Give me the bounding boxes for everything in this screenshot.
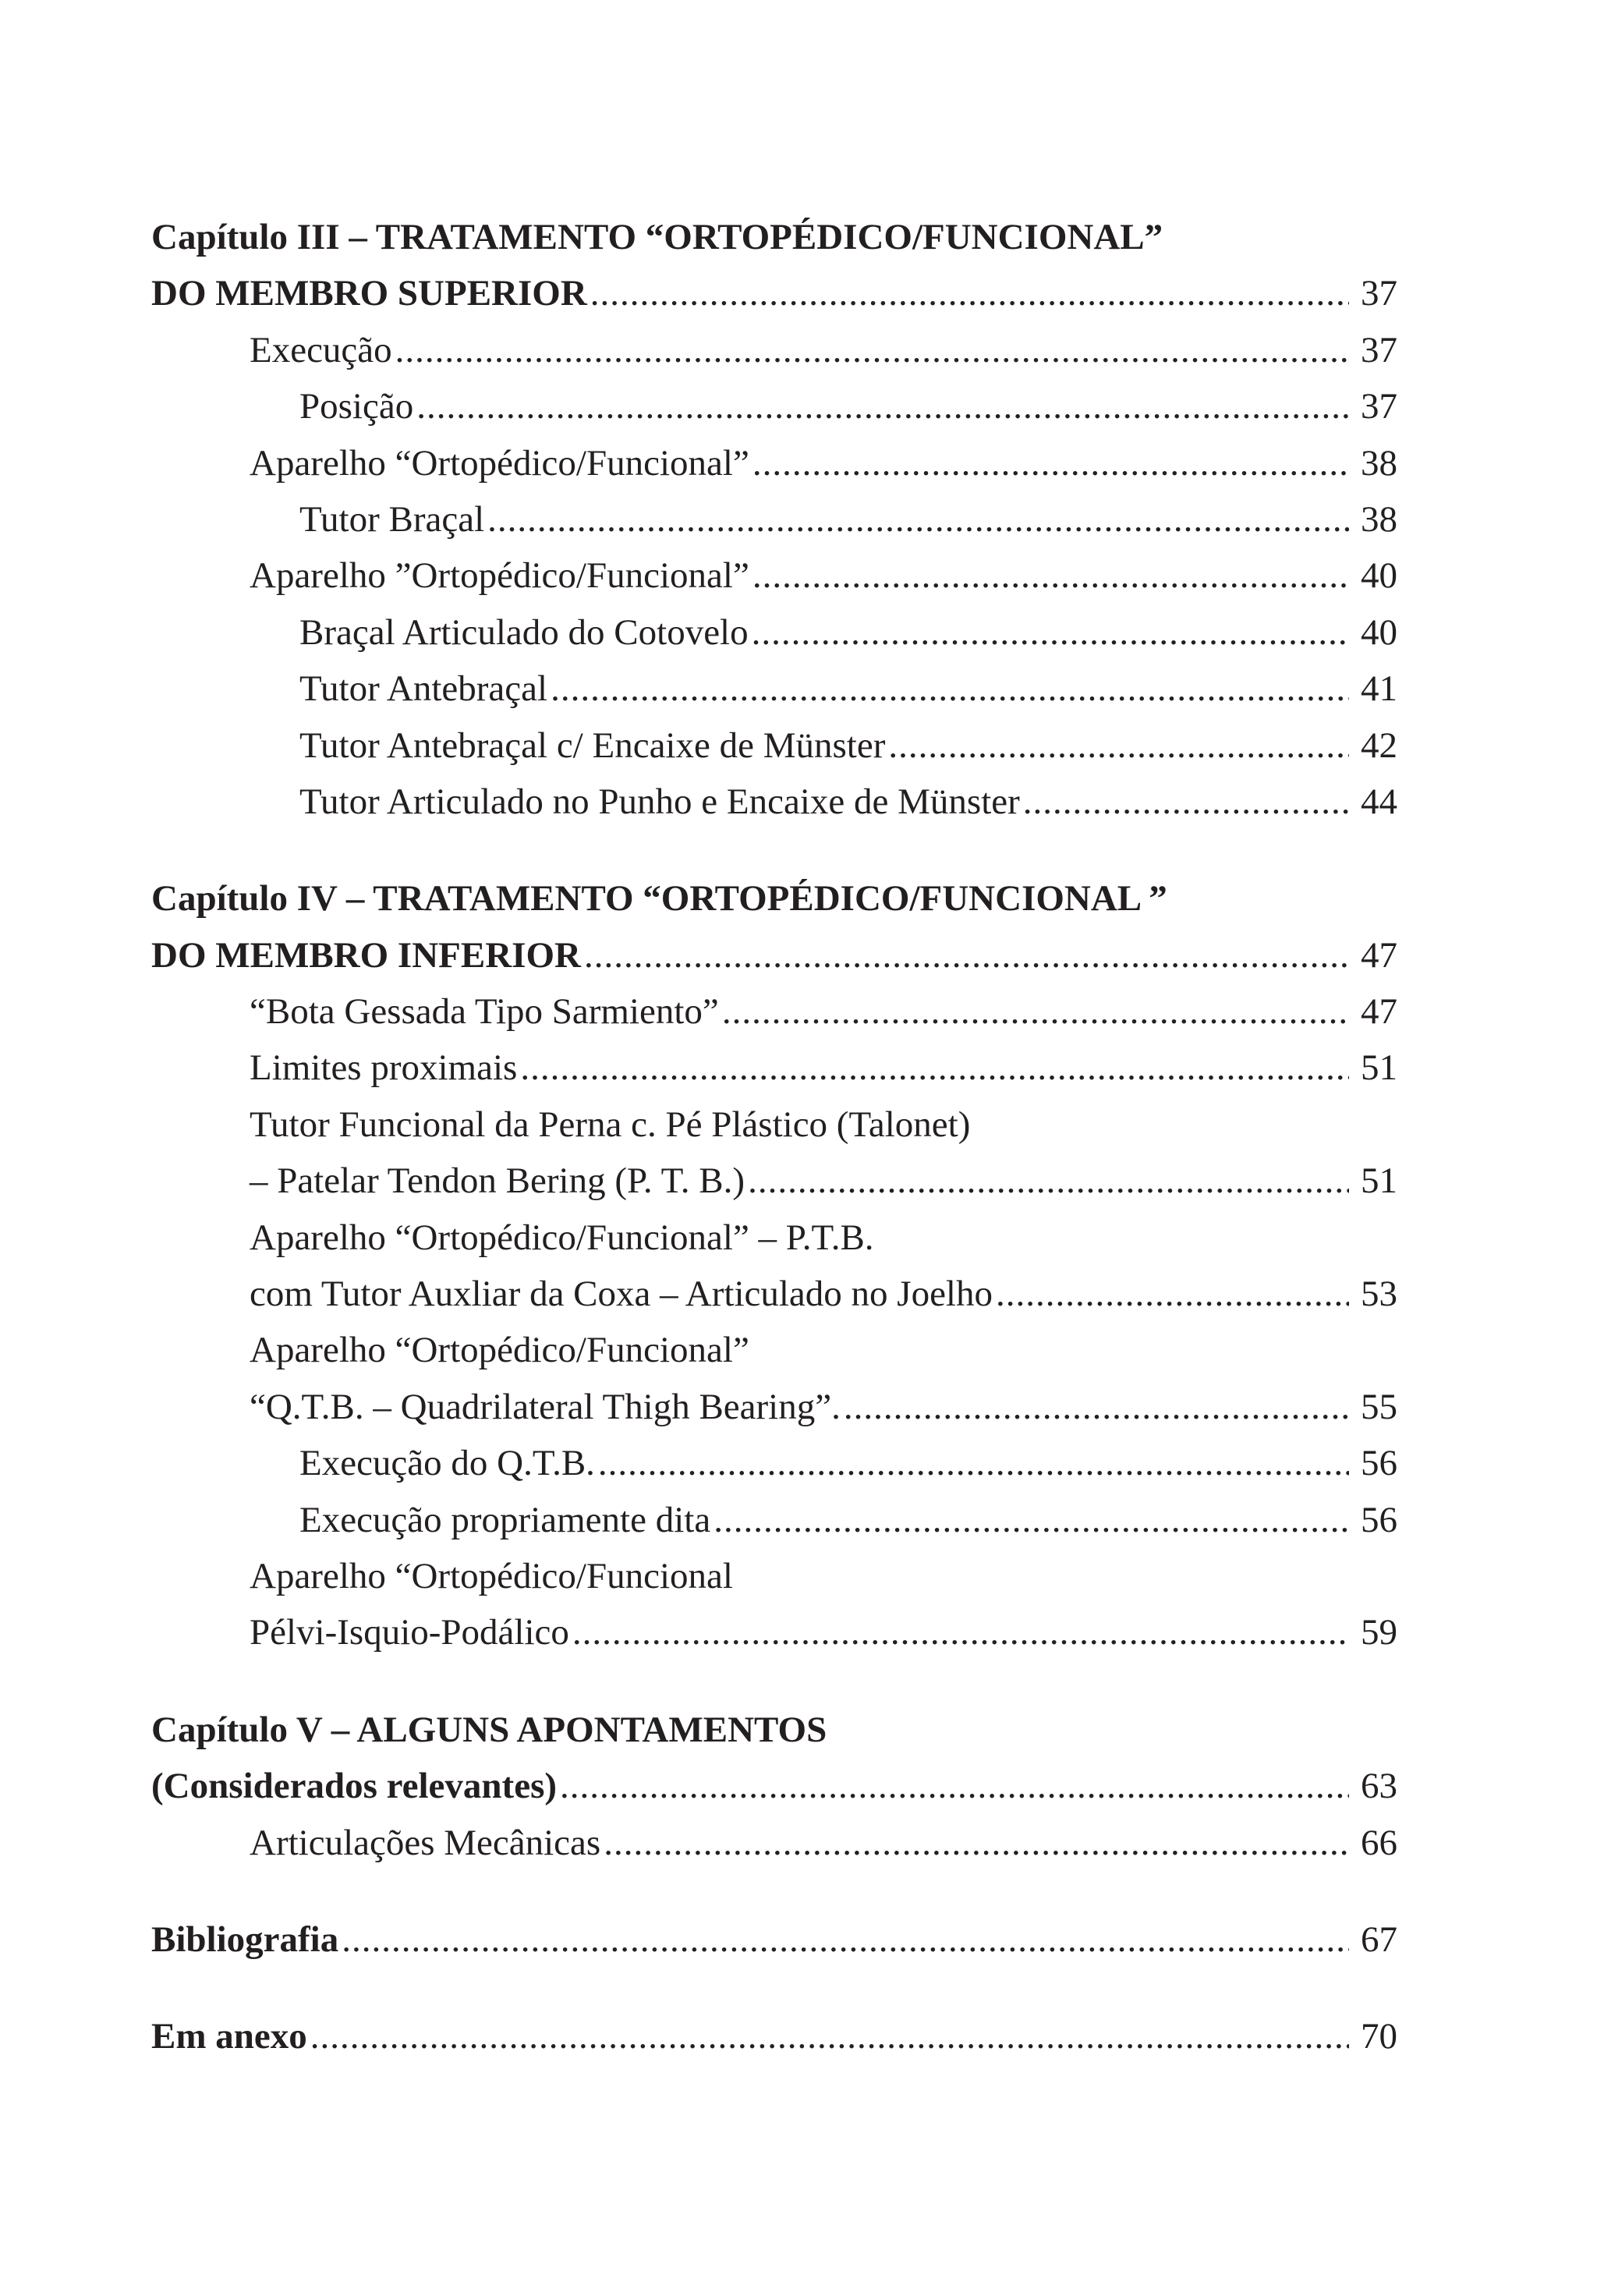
page-number: 40 <box>1361 555 1397 597</box>
entry-title: Aparelho “Ortopédico/Funcional <box>250 1555 733 1596</box>
entry-title: Pélvi-Isquio-Podálico <box>250 1612 569 1653</box>
chapter-3-heading-line2 <box>151 265 1397 321</box>
entry-title: Aparelho “Ortopédico/Funcional” <box>250 1330 749 1371</box>
dot-leader <box>748 1153 1349 1209</box>
entry-title: Execução <box>250 329 392 370</box>
entry-title: Aparelho “Ortopédico/Funcional” – P.T.B. <box>250 1217 874 1258</box>
annex-title: Em anexo <box>151 2016 307 2057</box>
toc-entry <box>151 1379 1397 1435</box>
toc-entry <box>151 491 1397 547</box>
chapter-3-heading <box>151 209 1397 265</box>
dot-leader <box>722 983 1349 1040</box>
toc-entry <box>151 1815 1397 1871</box>
chapter-5-title-line2: (Considerados relevantes) <box>151 1766 558 1807</box>
toc-entry <box>151 1548 1397 1604</box>
dot-leader <box>310 2008 1349 2064</box>
page-number: 59 <box>1361 1612 1397 1653</box>
page-number: 44 <box>1361 781 1397 822</box>
entry-title: Tutor Antebraçal <box>299 668 548 710</box>
page-number: 56 <box>1361 1443 1397 1484</box>
toc-entry <box>151 322 1397 378</box>
page-number: 51 <box>1361 1160 1397 1202</box>
section-spacer <box>151 1871 1397 1912</box>
page-number: 38 <box>1361 442 1397 484</box>
dot-leader <box>996 1266 1349 1322</box>
entry-title: Tutor Antebraçal c/ Encaixe de Münster <box>299 725 886 766</box>
page-number: 55 <box>1361 1386 1397 1427</box>
dot-leader <box>844 1379 1349 1435</box>
dot-leader <box>487 491 1349 547</box>
toc-entry <box>151 718 1397 774</box>
entry-title: com Tutor Auxliar da Coxa – Articulado no Joelho <box>250 1274 993 1315</box>
dot-leader <box>752 547 1349 604</box>
annex-entry <box>151 2008 1397 2064</box>
dot-leader <box>560 1758 1349 1814</box>
page-number: 37 <box>1361 329 1397 370</box>
page-number: 41 <box>1361 668 1397 710</box>
page-number: 53 <box>1361 1274 1397 1315</box>
entry-title: – Patelar Tendon Bering (P. T. B.) <box>250 1160 745 1202</box>
toc-entry <box>151 983 1397 1040</box>
page-number: 38 <box>1361 498 1397 540</box>
chapter-4-heading-line2 <box>151 927 1397 983</box>
section-spacer <box>151 830 1397 870</box>
dot-leader <box>572 1604 1349 1660</box>
entry-title: Tutor Articulado no Punho e Encaixe de Münster <box>299 781 1020 822</box>
entry-title: Tutor Braçal <box>299 498 485 540</box>
chapter-3-title-line2: DO MEMBRO SUPERIOR <box>151 273 587 314</box>
entry-title: “Bota Gessada Tipo Sarmiento” <box>250 991 719 1033</box>
toc-entry <box>151 1097 1397 1153</box>
toc-entry <box>151 378 1397 434</box>
entry-title: Aparelho ”Ortopédico/Funcional” <box>250 555 749 597</box>
toc-entry <box>151 661 1397 717</box>
toc-entry <box>151 604 1397 661</box>
entry-title: Execução propriamente dita <box>299 1499 711 1540</box>
dot-leader <box>342 1912 1349 1968</box>
entry-title: “Q.T.B. – Quadrilateral Thigh Bearing”. <box>250 1386 841 1427</box>
dot-leader <box>520 1040 1349 1096</box>
chapter-4-title-line1: Capítulo IV – TRATAMENTO “ORTOPÉDICO/FUNCIONAL ” <box>151 878 1167 919</box>
chapter-4-heading <box>151 870 1397 927</box>
toc-entry <box>151 547 1397 604</box>
dot-leader <box>1023 774 1349 830</box>
page-number: 66 <box>1361 1822 1397 1863</box>
chapter-5-title-line1: Capítulo V – ALGUNS APONTAMENTOS <box>151 1709 827 1750</box>
entry-title: Execução do Q.T.B. <box>299 1443 595 1484</box>
table-of-contents <box>151 209 1397 2065</box>
bibliography-entry <box>151 1912 1397 1968</box>
chapter-3-title-line1: Capítulo III – TRATAMENTO “ORTOPÉDICO/FUNCIONAL” <box>151 217 1163 257</box>
bibliography-title: Bibliografia <box>151 1919 339 1960</box>
section-spacer <box>151 1968 1397 2008</box>
page-number: 63 <box>1361 1766 1397 1807</box>
page-number: 37 <box>1361 273 1397 314</box>
chapter-4-title-line2: DO MEMBRO INFERIOR <box>151 934 581 976</box>
dot-leader <box>604 1815 1349 1871</box>
dot-leader <box>888 718 1349 774</box>
page-number: 56 <box>1361 1499 1397 1540</box>
page-number: 42 <box>1361 725 1397 766</box>
toc-entry <box>151 435 1397 491</box>
dot-leader <box>752 604 1349 661</box>
toc-entry <box>151 1322 1397 1378</box>
toc-entry <box>151 1153 1397 1209</box>
entry-title: Tutor Funcional da Perna c. Pé Plástico (Talonet) <box>250 1104 971 1145</box>
toc-entry <box>151 774 1397 830</box>
entry-title: Posição <box>299 386 414 427</box>
toc-entry <box>151 1492 1397 1548</box>
section-spacer <box>151 1661 1397 1702</box>
entry-title: Articulações Mecânicas <box>250 1822 601 1863</box>
page-number: 47 <box>1361 934 1397 976</box>
dot-leader <box>598 1435 1349 1491</box>
entry-title: Aparelho “Ortopédico/Funcional” <box>250 442 749 484</box>
dot-leader <box>395 322 1349 378</box>
dot-leader <box>590 265 1349 321</box>
page-number: 51 <box>1361 1047 1397 1089</box>
dot-leader <box>752 435 1349 491</box>
page-number: 37 <box>1361 386 1397 427</box>
page-number: 40 <box>1361 611 1397 653</box>
dot-leader <box>551 661 1349 717</box>
toc-entry <box>151 1435 1397 1491</box>
chapter-5-heading-line2 <box>151 1758 1397 1814</box>
page-number: 67 <box>1361 1919 1397 1960</box>
toc-entry <box>151 1040 1397 1096</box>
toc-entry <box>151 1266 1397 1322</box>
dot-leader <box>416 378 1349 434</box>
entry-title: Braçal Articulado do Cotovelo <box>299 611 749 653</box>
toc-entry <box>151 1210 1397 1266</box>
dot-leader <box>584 927 1349 983</box>
page-number: 70 <box>1361 2016 1397 2057</box>
entry-title: Limites proximais <box>250 1047 518 1089</box>
chapter-5-heading <box>151 1702 1397 1758</box>
page-number: 47 <box>1361 991 1397 1033</box>
toc-entry <box>151 1604 1397 1660</box>
dot-leader <box>714 1492 1349 1548</box>
